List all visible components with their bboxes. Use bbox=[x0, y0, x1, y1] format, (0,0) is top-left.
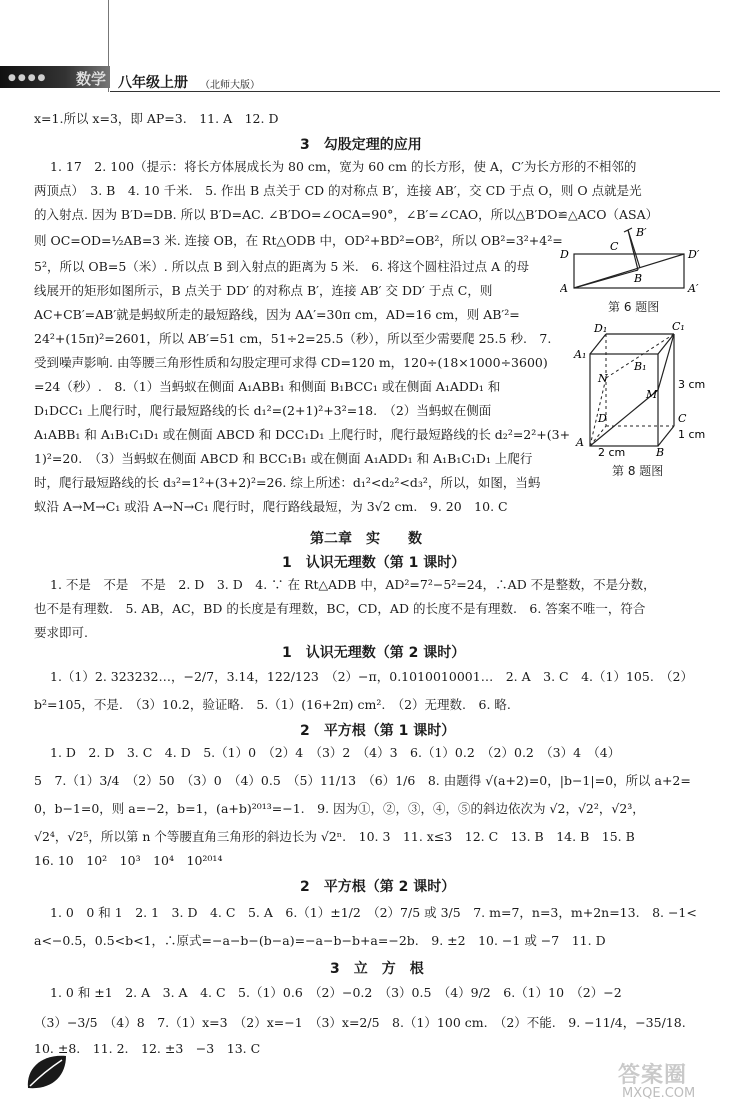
fig6-label: D′ bbox=[688, 248, 700, 261]
text-line: 时，爬行最短路线的长 d₃²=1²+(3+2)²=26. 综上所述：d₁²<d₂²<d₃²，所以，如图，当蚂 bbox=[34, 475, 541, 490]
text-line: 24²+(15π)²=2601，所以 AB′=51 cm，51÷2=25.5（秒），所以至少需要爬 25.5 秒. 7. bbox=[34, 331, 552, 346]
figure-8 bbox=[568, 318, 718, 456]
fig8-label: 2 cm bbox=[598, 446, 626, 456]
text-line: b²=105，不是. （3）10.2，验证略. 5.（1）(16+2π) cm². （2）无理数. 6. 略. bbox=[34, 697, 511, 712]
fig8-label: B bbox=[656, 446, 665, 456]
fig8-label: N bbox=[598, 372, 608, 385]
text-line: 1.（1）2. 323232…，−2/7，3.14，122/123 （2）−π，0.1010010001… 2. A 3. C 4.（1）105. （2） bbox=[50, 669, 694, 684]
text-line: a<−0.5，0.5<b<1，∴原式=−a−b−(b−a)=−a−b−b+a=−2b. 9. ±2 10. −1 或 −7 11. D bbox=[34, 933, 606, 948]
figure-6-caption: 第 6 题图 bbox=[608, 300, 660, 314]
fig6-label: B′ bbox=[636, 226, 647, 239]
header-subject: 数学 bbox=[76, 70, 107, 88]
text-line: 受到噪声影响. 由等腰三角形性质和勾股定理可求得 CD=120 m，120÷(18×1000÷3600) bbox=[34, 355, 548, 370]
text-line: A₁ABB₁ 和 A₁B₁C₁D₁ 或在侧面 ABCD 和 DCC₁D₁ 上爬行时，爬行最短路线的长 d₂²=2²+(3+ bbox=[34, 427, 571, 442]
text-line: （3）−3/5 （4）8 7.（1）x=3 （2）x=−1 （3）x=2/5 8.（1）100 cm. （2）不能. 9. −11/4，−35/18. bbox=[34, 1015, 686, 1030]
text-line: 16. 10 10² 10³ 10⁴ 10²⁰¹⁴ bbox=[34, 853, 223, 868]
fig8-label: 1 cm bbox=[678, 428, 706, 441]
text-line: 1. 0 和 ±1 2. A 3. A 4. C 5.（1）0.6 （2）−0.2 （3）0.5 （4）9/2 6.（1）10 （2）−2 bbox=[50, 985, 622, 1000]
text-line: 的入射点. 因为 B′D=DB. 所以 B′D=AC. ∠B′DO=∠OCA=90°，∠B′=∠CAO，所以△B′DO≌△ACO（ASA） bbox=[34, 207, 659, 222]
fig8-label: A₁ bbox=[574, 348, 587, 361]
text-line: AC+CB′=AB′就是蚂蚁所走的最短路线，因为 AA′=30π cm，AD=16 cm，则 AB′²= bbox=[34, 307, 520, 322]
header-dots: ●●●● bbox=[8, 73, 48, 83]
fig8-label: 3 cm bbox=[678, 378, 706, 391]
header-edition: （北师大版） bbox=[200, 80, 260, 91]
text-line: 0，b−1=0，则 a=−2，b=1，(a+b)²⁰¹³=−1. 9. 因为①，②，③，④，⑤的斜边依次为 √2，√2²，√2³， bbox=[34, 801, 645, 816]
section-title: 2 平方根（第 2 课时） bbox=[300, 879, 456, 895]
section-title: 3 勾股定理的应用 bbox=[300, 137, 422, 153]
text-line: 要求即可. bbox=[34, 625, 88, 640]
figure-8-caption: 第 8 题图 bbox=[612, 464, 664, 478]
text-line: 蚁沿 A→M→C₁ 或沿 A→N→C₁ 爬行时，爬行路线最短，为 3√2 cm. 9. 20 10. C bbox=[34, 499, 508, 514]
figure-6 bbox=[560, 222, 710, 306]
text-line: 1)²=20. （3）当蚂蚁在侧面 ABCD 和 BCC₁B₁ 或在侧面 A₁ADD₁ 和 A₁B₁C₁D₁ 上爬行 bbox=[34, 451, 533, 466]
section-title: 1 认识无理数（第 2 课时） bbox=[282, 645, 466, 661]
fig8-label: B₁ bbox=[634, 360, 647, 373]
fig8-label: D₁ bbox=[594, 322, 608, 335]
text-line: 5²，所以 OB=5（米）. 所以点 B 到入射点的距离为 5 米. 6. 将这个圆柱沿过点 A 的母 bbox=[34, 259, 530, 274]
fig6-label: A′ bbox=[688, 282, 699, 295]
fig8-label: A bbox=[576, 436, 584, 449]
text-line: 1. 17 2. 100（提示：将长方体展成长为 80 cm，宽为 60 cm 的长方形，使 A，C′为长方形的不相邻的 bbox=[50, 159, 637, 174]
fig6-label: D bbox=[560, 248, 569, 261]
leaf-icon bbox=[22, 1050, 72, 1094]
text-line: 两顶点） 3. B 4. 10 千米. 5. 作出 B 点关于 CD 的对称点 B′，连接 AB′，交 CD 于点 O，则 O 点就是光 bbox=[34, 183, 642, 198]
header-grade: 八年级上册 bbox=[118, 75, 188, 91]
text-line: 线展开的矩形如图所示，B 点关于 DD′ 的对称点 B′，连接 AB′ 交 DD′ 于点 C，则 bbox=[34, 283, 493, 298]
section-title: 1 认识无理数（第 1 课时） bbox=[282, 555, 466, 571]
fig8-label: C bbox=[678, 412, 687, 425]
text-line: 10. ±8. 11. 2. 12. ±3 −3 13. C bbox=[34, 1041, 261, 1056]
text-line: 1. 不是 不是 不是 2. D 3. D 4. ∵ 在 Rt△ADB 中，AD²=7²−5²=24，∴AD 不是整数，不是分数， bbox=[50, 577, 656, 592]
text-line: 5 7.（1）3/4 （2）50 （3）0 （4）0.5 （5）11/13 （6）1/6 8. 由题得 √(a+2)=0，|b−1|=0，所以 a+2= bbox=[34, 773, 691, 788]
text-line: D₁DCC₁ 上爬行时，爬行最短路线的长 d₁²=(2+1)²+3²=18. （2）当蚂蚁在侧面 bbox=[34, 403, 492, 418]
chapter-title: 第二章 实 数 bbox=[310, 531, 422, 547]
fig8-label: C₁ bbox=[672, 320, 685, 333]
fig6-label: C bbox=[610, 240, 619, 253]
fig8-label: D bbox=[598, 412, 607, 425]
watermark-logo: 答案圈 bbox=[618, 1063, 688, 1088]
text-line: x=1.所以 x=3，即 AP=3. 11. A 12. D bbox=[34, 111, 279, 126]
text-line: 也不是有理数. 5. AB，AC，BD 的长度是有理数，BC，CD，AD 的长度不是有理数. 6. 答案不唯一，符合 bbox=[34, 601, 646, 616]
text-line: 则 OC=OD=½AB=3 米. 连接 OB，在 Rt△ODB 中，OD²+BD²=OB²，所以 OB²=3²+4²= bbox=[34, 233, 563, 248]
text-line: √2⁴，√2⁵，所以第 n 个等腰直角三角形的斜边长为 √2ⁿ. 10. 3 11. x≤3 12. C 13. B 14. B 15. B bbox=[34, 829, 635, 844]
text-line: 1. D 2. D 3. C 4. D 5.（1）0 （2）4 （3）2 （4）3 6.（1）0.2 （2）0.2 （3）4 （4） bbox=[50, 745, 621, 760]
text-line: =24（秒）. 8.（1）当蚂蚁在侧面 A₁ABB₁ 和侧面 B₁BCC₁ 或在侧面 A₁ADD₁ 和 bbox=[34, 379, 501, 394]
section-title: 2 平方根（第 1 课时） bbox=[300, 723, 456, 739]
fig8-label: M bbox=[646, 388, 658, 401]
text-line: 1. 0 0 和 1 2. 1 3. D 4. C 5. A 6.（1）±1/2 （2）7/5 或 3/5 7. m=7，n=3，m+2n=13. 8. −1< bbox=[50, 905, 697, 920]
header-rule bbox=[110, 91, 720, 92]
watermark-url: MXQE.COM bbox=[622, 1086, 696, 1101]
fig6-label: B bbox=[634, 272, 643, 285]
fig6-label: A bbox=[560, 282, 568, 295]
section-title: 3 立 方 根 bbox=[330, 961, 424, 977]
